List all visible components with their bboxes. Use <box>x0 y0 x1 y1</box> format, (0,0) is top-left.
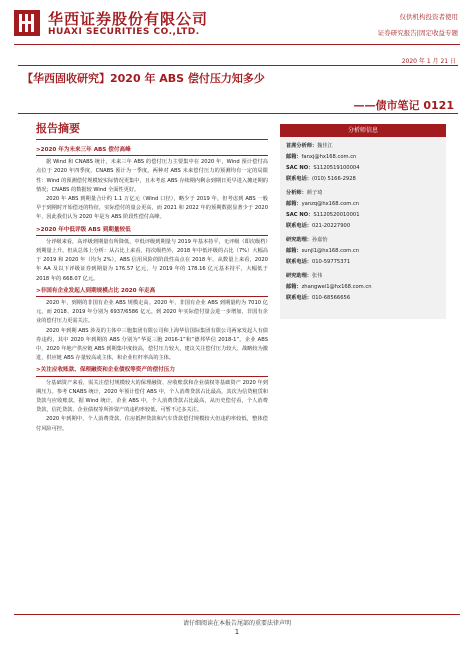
paragraph: 分基础资产来看，需关注偿付规模较大的保理融资、应收账款和企业债权等基础资产 2020 年到期压力。参考 CNABS 统计，2020 年预计偿付 ABS 中，个人消费贷款占比最高，其次为信贷租赁和贷款与应收账款，据 Wind 统计，企业 ABS 中，个人消费贷款占比最高，从历史偿付看，个人消费贷款，信托贷款、企业债权等所涉资产的违约率较低，可暂不过多关注。 <box>36 379 268 414</box>
paragraph: 2020 年到期中，个人消费贷款、住房抵押贷款和汽车贷款偿付规模较大但违约率较低，整体偿付风险可控。 <box>36 416 268 432</box>
page-number: 1 <box>234 628 240 636</box>
company-name-en: HUAXI SECURITIES CO.,LTD. <box>48 27 200 37</box>
analyst-email[interactable]: 邮箱：fanxj@hx168.com.cn <box>286 154 357 160</box>
usage-notice: 仅供机构投资者使用 <box>399 13 458 21</box>
analyst-email[interactable]: 邮箱：zhangwei1@hx168.com.cn <box>286 284 372 290</box>
analyst-line: 分析师：颜子琦 <box>286 190 323 196</box>
report-date: 2020 年 1 月 21 日 <box>401 58 456 65</box>
company-name-cn: 华西证券股份有限公司 <box>48 10 209 28</box>
report-subtitle: ——债市笔记 0121 <box>353 99 454 112</box>
analyst-line: SAC NO：S1120520010001 <box>286 212 360 218</box>
date-divider <box>18 65 458 66</box>
paragraph: 据 Wind 和 CNABS 统计，未来三年 ABS 的偿付压力主要集中在 2020 年，Wind 预计偿付高点位于 2020 年四季度，CNABS 预计为一季度。两种对 ABS 未来偿付压力的预测均有一定的局限性：Wind 的预测偿付规模较实际情况更集中，且未考虑 ABS 存续期内剩余到期日更早进入摊还期的情况；CNABS 的数据较 Wind 全面性更好。 <box>36 159 268 193</box>
paragraph: 2020 年 ABS 到期量合计约 1.1 万亿元（Wind 口径），略少于 2019 年，但考虑到 ABS 一般早于到期时开始偿还的特征，实际偿付的量会更高，而 2021 和 2022 年的预期数据显著少于 2020 年，因此我们认为 2020 年是为 ABS 阶段性偿付高峰。 <box>36 196 268 221</box>
title-divider <box>18 113 458 114</box>
analyst-panel <box>280 124 446 319</box>
analyst-line: 研究助理：张伟 <box>286 273 323 279</box>
paragraph: 2020 年，到期的非国有企业 ABS 规模走高。2020 年，非国有企业 ABS 到期量约为 7010 亿元，而 2018、2019 年分别为 6937/6586 亿元。到 2020 年实际偿付量会进一步增加，非国有企业的偿付压力更需关注。 <box>36 300 268 325</box>
report-title: 【华西固收研究】2020 年 ABS 偿付压力知多少 <box>22 72 265 85</box>
summary-section <box>36 366 268 433</box>
section-heading: >非国有企业发起人到期规模占比 2020 年走高 <box>36 287 268 297</box>
footer-divider <box>14 614 460 615</box>
legal-disclaimer: 请仔细阅读在本报告尾部的重要法律声明 <box>182 620 291 627</box>
company-logo <box>14 10 40 36</box>
section-heading: >关注应收账款、保理融资和企业债权等资产的偿付压力 <box>36 366 268 376</box>
analyst-email[interactable]: 邮箱：yanzq@hx168.com.cn <box>286 201 360 207</box>
summary-heading: 报告摘要 <box>36 122 80 135</box>
summary-section <box>36 146 268 223</box>
summary-divider <box>36 139 268 140</box>
analyst-line: 首席分析师：魏佳江 <box>286 143 333 149</box>
summary-section <box>36 287 268 364</box>
paragraph: 分评级来看，高评级到期量有所降低，中低评级到期量与 2019 年基本持平，无评级（即次级档）到期量上升。但从总体上分析：从占比上来看，持次级档外，2018 年中低评级的占比（7%）大幅高于 2019 和 2020 年（均为 2%），ABS 信用风险的阶段性高点在 2018 年。从数量上来看，2020 年 AA 及以下评级证券到期量为 176.57 亿元，与 2019 年的 178.16 亿元基本持平，大幅低于 2018 年的 668.07 亿元。 <box>36 238 268 282</box>
section-heading: >2020 年中低评级 ABS 到期量较低 <box>36 226 268 236</box>
report-type: 证券研究报告|固定收益专题 <box>377 29 458 37</box>
summary-section <box>36 226 268 284</box>
analyst-line: 联系电话：010-59775371 <box>286 259 351 265</box>
analyst-line: 联系电话：010-68566656 <box>286 295 351 301</box>
analyst-email[interactable]: 邮箱：sunjl1@hx168.com.cn <box>286 248 360 254</box>
header-divider <box>14 44 460 45</box>
paragraph: 2020 年到期 ABS 涉及的主体中三胞集团有限公司和上海华信国际集团有限公司两家发起人有债券违约，其中 2020 年到期的 ABS 分别为“华夏三胞 2016-1”和“德邦华信 2018-1”。企业 ABS 中，2020 年地产供应链 ABS 到期集中度较高，偿付压力较大，建议关注偿付压力较大、战略较为激进，供应链 ABS 存量较高或主体，和企业杠杆率高的主体。 <box>36 327 268 362</box>
analyst-line: 研究助理：孙嘉怡 <box>286 237 328 243</box>
analyst-line: 联系电话：021-20227900 <box>286 223 351 229</box>
analyst-line: 联系电话：(010) 5166-2928 <box>286 176 356 182</box>
analyst-line: SAC NO：S1120519100004 <box>286 165 360 171</box>
analyst-panel-title: 分析师信息 <box>280 124 446 137</box>
section-heading: >2020 年为未来三年 ABS 偿付高峰 <box>36 146 268 156</box>
summary-content <box>36 143 268 434</box>
